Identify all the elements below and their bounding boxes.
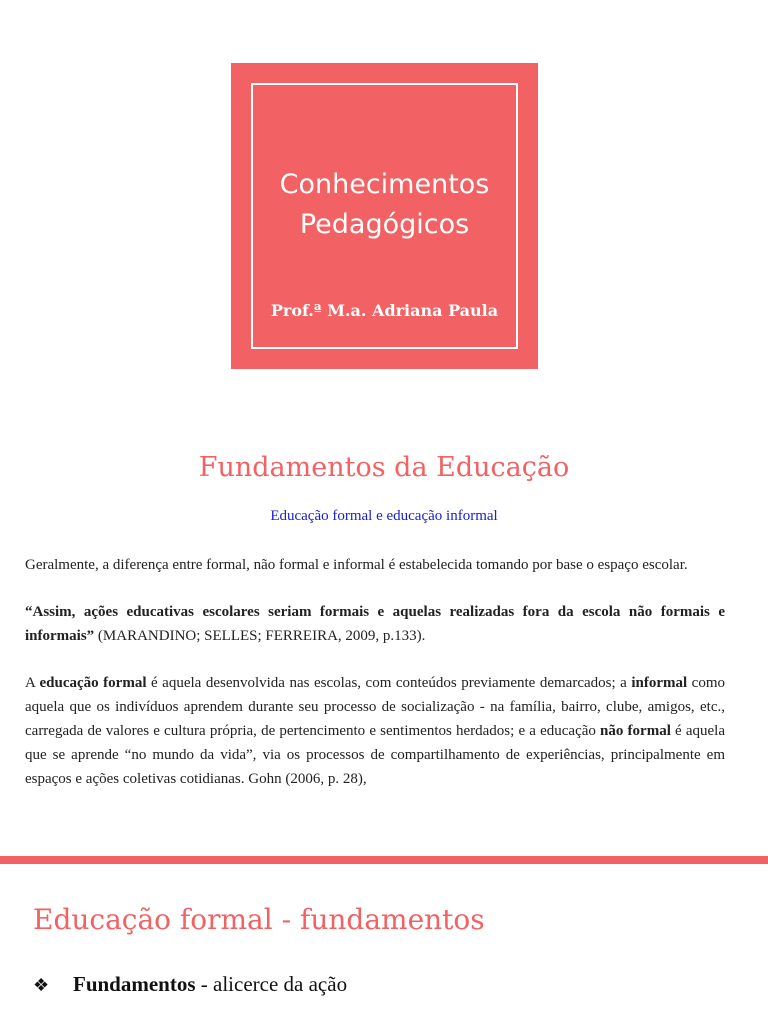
def-text-4: é aquela que se aprende “no mundo da vida”, via os processos de compartilhamento de experiências, principalmente em espaços e ações coletivas cotidianas. Gohn (2006, p. 28), (25, 723, 725, 787)
cover-author: Prof.ª M.a. Adriana Paula (270, 301, 499, 320)
def-bold-formal: educação formal (39, 675, 147, 691)
slide2-title: Educação formal - fundamentos (33, 903, 485, 936)
def-text-2: é aquela desenvolvida nas escolas, com conteúdos previamente demarcados; a (146, 675, 632, 691)
cover-card (231, 63, 538, 369)
section-subtitle: Educação formal e educação informal (270, 508, 498, 524)
paragraph-intro: Geralmente, a diferença entre formal, não formal e informal é estabelecida tomando por base o espaço escolar. (25, 557, 688, 573)
bullet-text: - alicerce da ação (195, 972, 348, 996)
def-bold-informal: informal (631, 675, 688, 691)
paragraph-quote (25, 600, 725, 648)
quote-citation: (MARANDINO; SELLES; FERREIRA, 2009, p.133). (94, 628, 426, 644)
bullet-item (33, 972, 347, 997)
page-divider (0, 856, 768, 864)
cover-title-line2: Pedagógicos (299, 209, 470, 240)
def-bold-nao-formal: não formal (600, 723, 671, 739)
diamond-bullet-icon: ❖ (33, 975, 50, 995)
cover-title-line1: Conhecimentos (279, 169, 490, 200)
def-text-3: como aquela que os indivíduos aprendem durante seu processo de socialização - na família, bairro, clube, amigos, etc., carregada de valores e cultura própria, de pertencimento e sentimentos herdados; e a educação (25, 675, 725, 739)
quote-text: “Assim, ações educativas escolares seriam formais e aquelas realizadas fora da escola não formais e informais” (25, 604, 725, 644)
bullet-bold: Fundamentos (73, 972, 196, 996)
cover-title (231, 165, 538, 245)
section-title: Fundamentos da Educação (198, 452, 570, 483)
def-text-1: A (25, 675, 40, 691)
paragraph-definitions (25, 671, 725, 791)
